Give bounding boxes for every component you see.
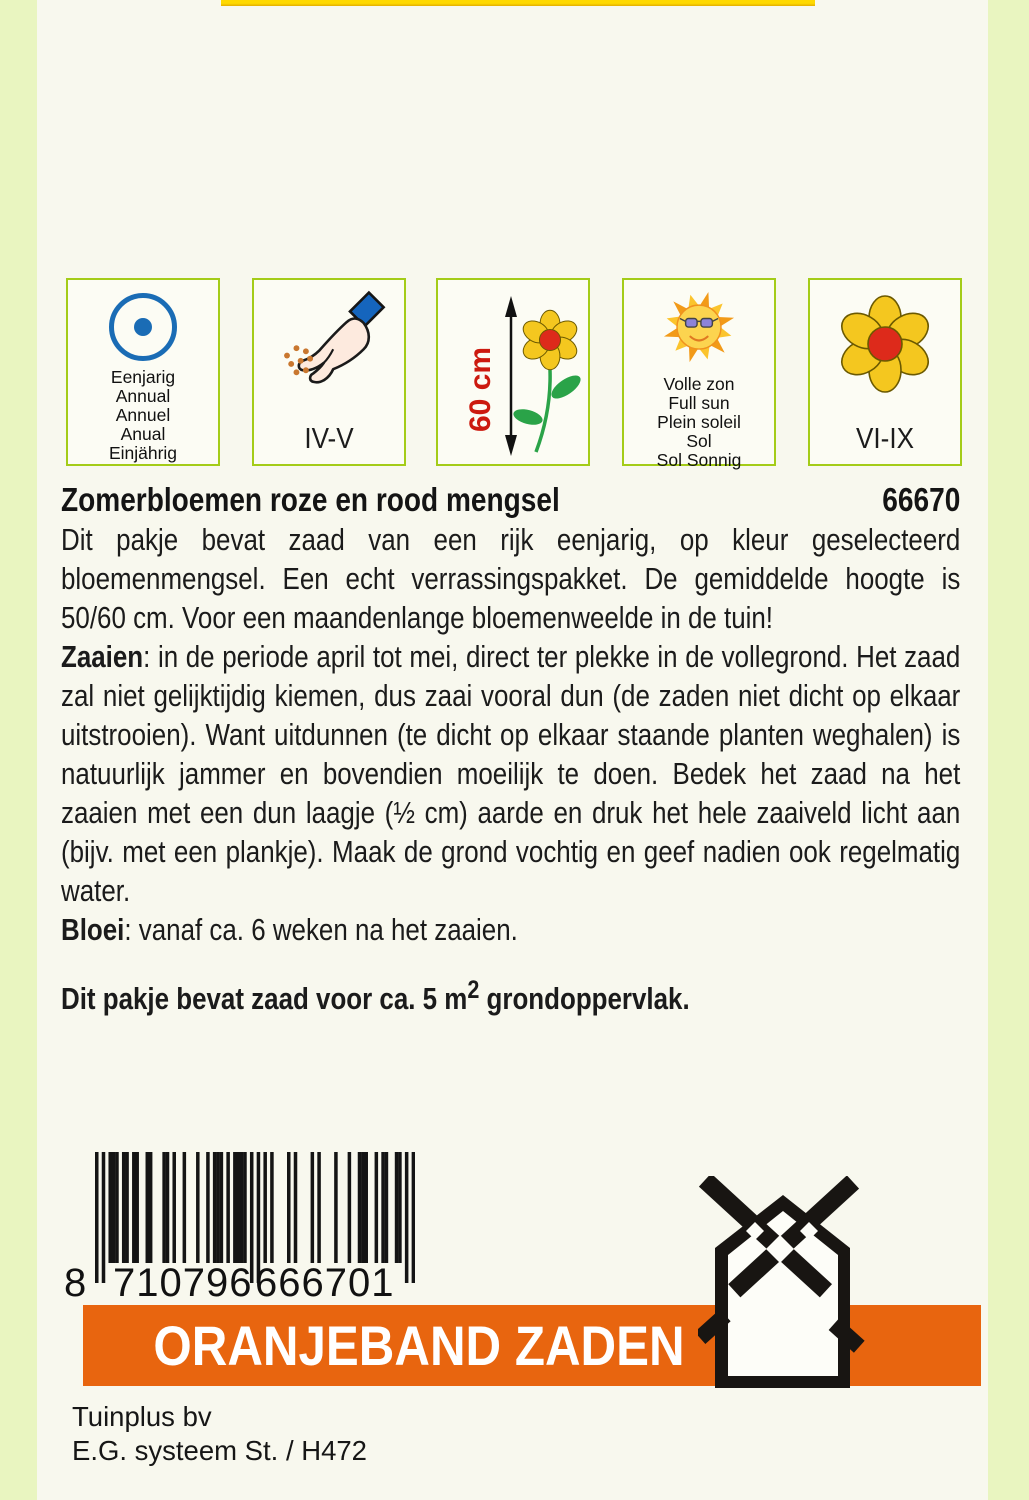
footer-company: Tuinplus bv <box>72 1401 212 1432</box>
sun-label-es: Sol <box>686 431 712 451</box>
sun-label-en: Full sun <box>668 393 730 413</box>
sowing-period-label: IV-V <box>304 423 354 455</box>
top-edge-strip <box>221 0 815 6</box>
article-number: 66670 <box>882 481 961 518</box>
right-margin-strip <box>988 0 1029 1500</box>
description-text <box>61 521 960 1019</box>
barcode-lead-digit: 8 <box>64 1261 88 1305</box>
footer <box>72 1400 367 1468</box>
coverage-note: Dit pakje bevat zaad voor ca. 5 $m^2$ grondoppervlak. <box>61 976 690 1017</box>
barcode-right-digits: 666701 <box>255 1261 395 1305</box>
annual-label-en: Annual <box>115 386 171 406</box>
annual-label-de: Einjährig <box>108 443 178 463</box>
sowing-hand-icon <box>266 288 392 400</box>
flowering-period-label: VI-IX <box>855 423 915 455</box>
sowing-lead: Zaaien <box>61 640 144 674</box>
left-margin-strip <box>0 0 37 1500</box>
sun-icon <box>656 288 742 370</box>
plant-height-icon <box>438 280 588 464</box>
pictogram-sun-exposure <box>622 278 776 470</box>
plant-height-label: 60 cm <box>464 346 497 432</box>
intro-paragraph: Dit pakje bevat zaad van een rijk eenjarig, op kleur geselecteerd bloemenmengsel. Een echt verrassingspakket. De gemiddelde hoogte is 50/60 cm. Voor een maandenlange bloemenweelde in de tuin! <box>61 523 961 635</box>
product-title: Zomerbloemen roze en rood mengsel <box>61 481 560 518</box>
flowering-paragraph: Bloei: vanaf ca. 6 weken na het zaaien. <box>61 913 518 947</box>
sun-label-nl: Volle zon <box>663 374 735 394</box>
annual-label-es: Anual <box>120 424 166 444</box>
sun-exposure-labels <box>624 375 774 470</box>
flowering-lead: Bloei <box>61 913 125 947</box>
brand-name: ORANJEBAND ZADEN <box>153 1314 685 1377</box>
annual-label-nl: Eenjarig <box>110 367 176 387</box>
pictogram-annual <box>66 278 220 466</box>
sun-label-de: Sol Sonnig <box>656 450 742 470</box>
sowing-paragraph: Zaaien: in de periode april tot mei, direct ter plekke in de vollegrond. Het zaad zal niet gelijktijdig kiemen, dus zaai vooral dun (de zaden niet dicht op elkaar uitstrooien). Want uitdunnen (te dicht op elkaar staande planten weghalen) is natuurlijk jammer en bovendien moeilijk te doen. Bedek het zaad na het zaaien met een dun laagje (½ cm) aarde en druk het hele zaaiveld licht aan (bijv. met een plankje). Maak de grond vochtig en geef nadien ook regelmatig water. <box>61 640 961 908</box>
footer-system-code: E.G. systeem St. / H472 <box>72 1435 367 1466</box>
annual-labels <box>68 368 218 463</box>
annual-label-fr: Annuel <box>115 405 171 425</box>
flower-icon <box>835 294 935 394</box>
sun-label-fr: Plein soleil <box>657 412 741 432</box>
windmill-logo-icon <box>698 1176 868 1391</box>
annual-cycle-icon <box>109 293 177 361</box>
pictogram-plant-height <box>436 278 590 466</box>
title-row <box>61 481 960 519</box>
pictogram-flowering-period <box>808 278 962 466</box>
barcode-left-digits: 710796 <box>113 1261 253 1305</box>
pictogram-sowing-period <box>252 278 406 466</box>
